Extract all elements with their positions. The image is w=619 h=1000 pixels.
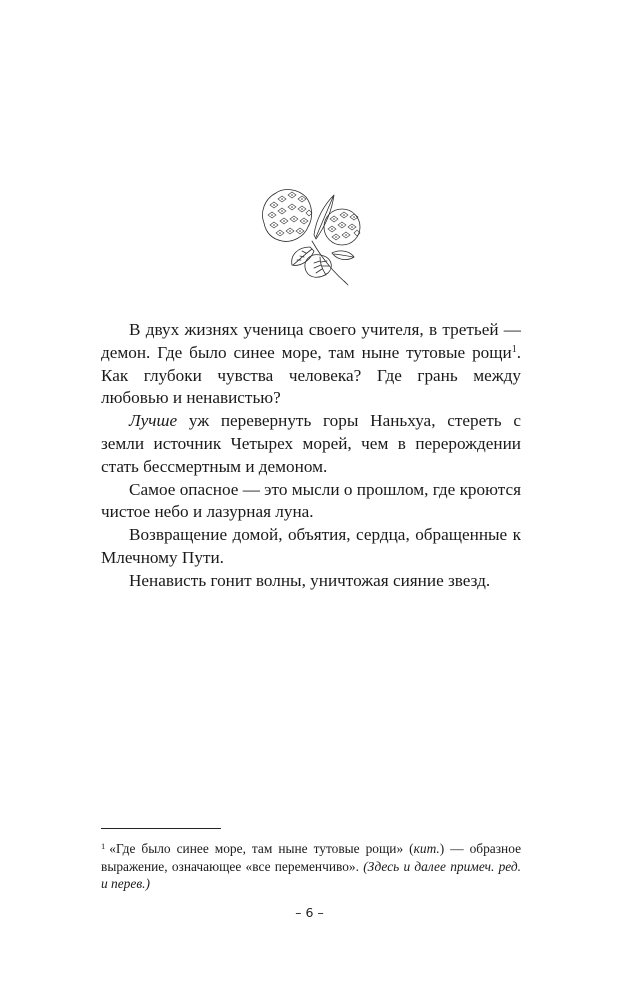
paragraph-2 [101, 410, 521, 478]
paragraph-1-text-b: . Как глубоки чувства человека? Где грань между любовью и ненавистью? [101, 342, 521, 408]
paragraph-1 [101, 319, 521, 410]
footnote-text-b: ) — образное выражение, означающее «все переменчиво». [101, 841, 522, 874]
paragraph-1-text-a: В двух жизнях ученица своего учителя, в третьей — демон. Где было синее море, там ныне тутовые рощи [101, 320, 521, 362]
paragraph-5 [101, 570, 521, 593]
paragraph-2-text: уж перевернуть горы Наньхуа, стереть с земли источник Четырех морей, чем в перерождении стать бессмертным и демоном. [101, 411, 521, 476]
main-text [101, 319, 521, 593]
hydrangea-flower-icon [254, 183, 366, 287]
footnote-marker: 1 [101, 841, 106, 851]
footnote-reference[interactable]: 1 [511, 343, 517, 355]
paragraph-2-italic-lead: Лучше [129, 411, 178, 431]
footnote-editor-note: (Здесь и далее примеч. ред. и перев.) [101, 858, 521, 891]
footnote-divider [101, 828, 221, 829]
paragraph-3-text: Самое опасное — это мысли о прошлом, где кроются чистое небо и лазурная луна. [101, 479, 521, 522]
footnote-text-a: «Где было синее море, там ныне тутовые рощи» ( [109, 841, 414, 856]
page-number: – 6 – [295, 905, 324, 920]
paragraph-4 [101, 524, 521, 570]
footnote-abbreviation: кит. [413, 841, 440, 856]
footnote [101, 840, 521, 893]
paragraph-4-text: Возвращение домой, объятия, сердца, обращенные к Млечному Пути. [101, 525, 521, 567]
paragraph-3 [101, 479, 521, 525]
paragraph-5-text: Ненависть гонит волны, уничтожая сияние звезд. [129, 570, 491, 590]
